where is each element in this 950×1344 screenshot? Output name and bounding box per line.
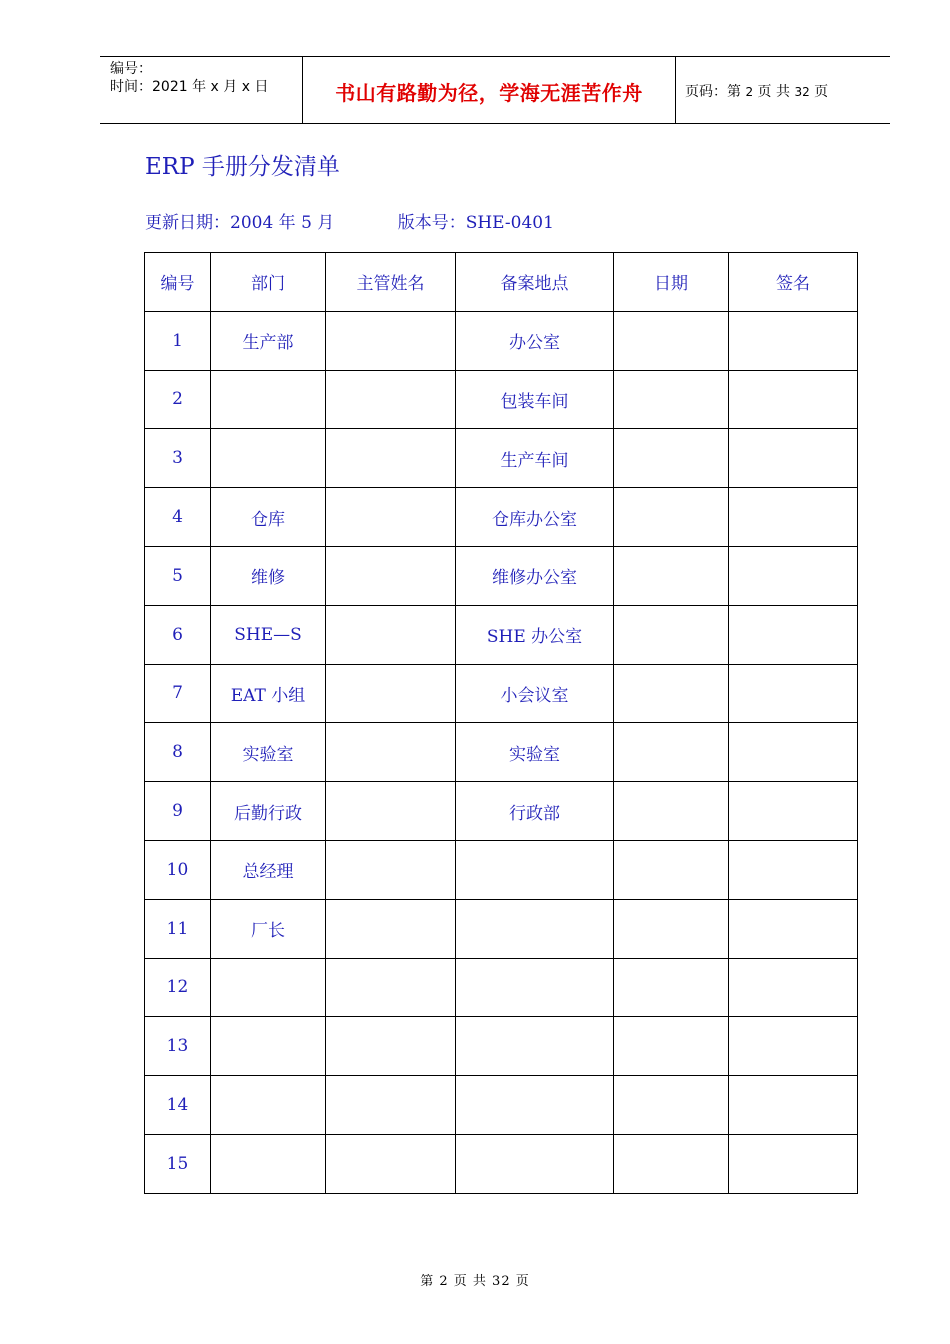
cell-signature bbox=[729, 664, 858, 723]
cell-department bbox=[211, 429, 326, 488]
cell-manager bbox=[326, 1134, 456, 1193]
cell-number: 12 bbox=[145, 958, 211, 1017]
cell-date bbox=[614, 782, 729, 841]
page-prefix: 页码：第 bbox=[685, 84, 746, 100]
cell-location: 包装车间 bbox=[456, 370, 614, 429]
column-header-manager: 主管姓名 bbox=[326, 253, 456, 312]
cell-signature bbox=[729, 429, 858, 488]
cell-date bbox=[614, 370, 729, 429]
cell-manager bbox=[326, 546, 456, 605]
cell-location bbox=[456, 899, 614, 958]
cell-location bbox=[456, 840, 614, 899]
cell-number: 13 bbox=[145, 1017, 211, 1076]
cell-number: 2 bbox=[145, 370, 211, 429]
cell-number: 5 bbox=[145, 546, 211, 605]
cell-department: 维修 bbox=[211, 546, 326, 605]
table-row bbox=[145, 899, 858, 958]
table-row bbox=[145, 1134, 858, 1193]
cell-date bbox=[614, 723, 729, 782]
cell-number: 15 bbox=[145, 1134, 211, 1193]
table-row bbox=[145, 840, 858, 899]
cell-number: 8 bbox=[145, 723, 211, 782]
cell-location bbox=[456, 1017, 614, 1076]
cell-department bbox=[211, 1017, 326, 1076]
cell-number: 9 bbox=[145, 782, 211, 841]
cell-signature bbox=[729, 546, 858, 605]
table-row bbox=[145, 1076, 858, 1135]
cell-signature bbox=[729, 840, 858, 899]
cell-department bbox=[211, 1076, 326, 1135]
cell-department: 后勤行政 bbox=[211, 782, 326, 841]
cell-signature bbox=[729, 311, 858, 370]
cell-location: 办公室 bbox=[456, 311, 614, 370]
cell-date bbox=[614, 1017, 729, 1076]
cell-department: 生产部 bbox=[211, 311, 326, 370]
cell-signature bbox=[729, 958, 858, 1017]
cell-location: 小会议室 bbox=[456, 664, 614, 723]
cell-department: EAT 小组 bbox=[211, 664, 326, 723]
cell-date bbox=[614, 1076, 729, 1135]
cell-manager bbox=[326, 370, 456, 429]
cell-date bbox=[614, 311, 729, 370]
column-header-number: 编号 bbox=[145, 253, 211, 312]
time-label: 时间：2021 年 x 月 x 日 bbox=[110, 79, 269, 95]
cell-signature bbox=[729, 488, 858, 547]
table-header-row bbox=[145, 253, 858, 312]
cell-date bbox=[614, 546, 729, 605]
page-total: 32 bbox=[794, 85, 810, 99]
cell-manager bbox=[326, 723, 456, 782]
cell-department: 总经理 bbox=[211, 840, 326, 899]
cell-manager bbox=[326, 840, 456, 899]
cell-date bbox=[614, 899, 729, 958]
cell-department bbox=[211, 958, 326, 1017]
cell-manager bbox=[326, 782, 456, 841]
table-row bbox=[145, 664, 858, 723]
cell-manager bbox=[326, 899, 456, 958]
page-footer: 第 2 页 共 32 页 bbox=[420, 1274, 530, 1289]
cell-manager bbox=[326, 605, 456, 664]
cell-signature bbox=[729, 605, 858, 664]
cell-department: 仓库 bbox=[211, 488, 326, 547]
distribution-table bbox=[144, 252, 858, 1194]
cell-manager bbox=[326, 664, 456, 723]
column-header-department: 部门 bbox=[211, 253, 326, 312]
cell-department: 厂长 bbox=[211, 899, 326, 958]
table-row bbox=[145, 1017, 858, 1076]
cell-number: 7 bbox=[145, 664, 211, 723]
page-suffix: 页 bbox=[809, 84, 829, 100]
column-header-signature: 签名 bbox=[729, 253, 858, 312]
page-mid: 页 共 bbox=[753, 84, 795, 100]
cell-location: SHE 办公室 bbox=[456, 605, 614, 664]
cell-manager bbox=[326, 1076, 456, 1135]
cell-date bbox=[614, 429, 729, 488]
doc-number-label: 编号： bbox=[110, 61, 152, 77]
cell-date bbox=[614, 605, 729, 664]
cell-signature bbox=[729, 1017, 858, 1076]
cell-number: 3 bbox=[145, 429, 211, 488]
document-title: ERP 手册分发清单 bbox=[145, 154, 340, 180]
header-divider bbox=[675, 57, 676, 124]
table-row bbox=[145, 782, 858, 841]
table-row bbox=[145, 723, 858, 782]
cell-location: 实验室 bbox=[456, 723, 614, 782]
cell-number: 10 bbox=[145, 840, 211, 899]
page-current: 2 bbox=[745, 85, 754, 99]
cell-date bbox=[614, 1134, 729, 1193]
cell-number: 11 bbox=[145, 899, 211, 958]
cell-department bbox=[211, 370, 326, 429]
page-number-info bbox=[685, 81, 828, 101]
table-row bbox=[145, 429, 858, 488]
cell-location: 行政部 bbox=[456, 782, 614, 841]
cell-department: 实验室 bbox=[211, 723, 326, 782]
cell-department: SHE—S bbox=[211, 605, 326, 664]
cell-manager bbox=[326, 1017, 456, 1076]
table-row bbox=[145, 958, 858, 1017]
cell-signature bbox=[729, 782, 858, 841]
cell-number: 1 bbox=[145, 311, 211, 370]
cell-location: 维修办公室 bbox=[456, 546, 614, 605]
cell-manager bbox=[326, 429, 456, 488]
cell-number: 6 bbox=[145, 605, 211, 664]
table-row bbox=[145, 370, 858, 429]
cell-location bbox=[456, 1134, 614, 1193]
cell-location bbox=[456, 958, 614, 1017]
cell-signature bbox=[729, 899, 858, 958]
cell-date bbox=[614, 488, 729, 547]
cell-signature bbox=[729, 1134, 858, 1193]
cell-number: 14 bbox=[145, 1076, 211, 1135]
cell-number: 4 bbox=[145, 488, 211, 547]
header-motto: 书山有路勤为径，学海无涯苦作舟 bbox=[335, 81, 643, 105]
table-row bbox=[145, 311, 858, 370]
table-body bbox=[145, 311, 858, 1193]
table-row bbox=[145, 605, 858, 664]
cell-signature bbox=[729, 370, 858, 429]
cell-location: 生产车间 bbox=[456, 429, 614, 488]
cell-manager bbox=[326, 311, 456, 370]
cell-date bbox=[614, 840, 729, 899]
cell-location bbox=[456, 1076, 614, 1135]
cell-manager bbox=[326, 958, 456, 1017]
cell-location: 仓库办公室 bbox=[456, 488, 614, 547]
table-row bbox=[145, 546, 858, 605]
header-info bbox=[110, 60, 268, 96]
cell-date bbox=[614, 664, 729, 723]
column-header-date: 日期 bbox=[614, 253, 729, 312]
cell-department bbox=[211, 1134, 326, 1193]
cell-date bbox=[614, 958, 729, 1017]
document-meta bbox=[145, 208, 554, 233]
page-header bbox=[100, 56, 890, 124]
column-header-location: 备案地点 bbox=[456, 253, 614, 312]
version-number: 版本号：SHE-0401 bbox=[397, 213, 554, 233]
table-row bbox=[145, 488, 858, 547]
update-date: 更新日期：2004 年 5 月 bbox=[145, 213, 335, 233]
cell-manager bbox=[326, 488, 456, 547]
cell-signature bbox=[729, 1076, 858, 1135]
cell-signature bbox=[729, 723, 858, 782]
